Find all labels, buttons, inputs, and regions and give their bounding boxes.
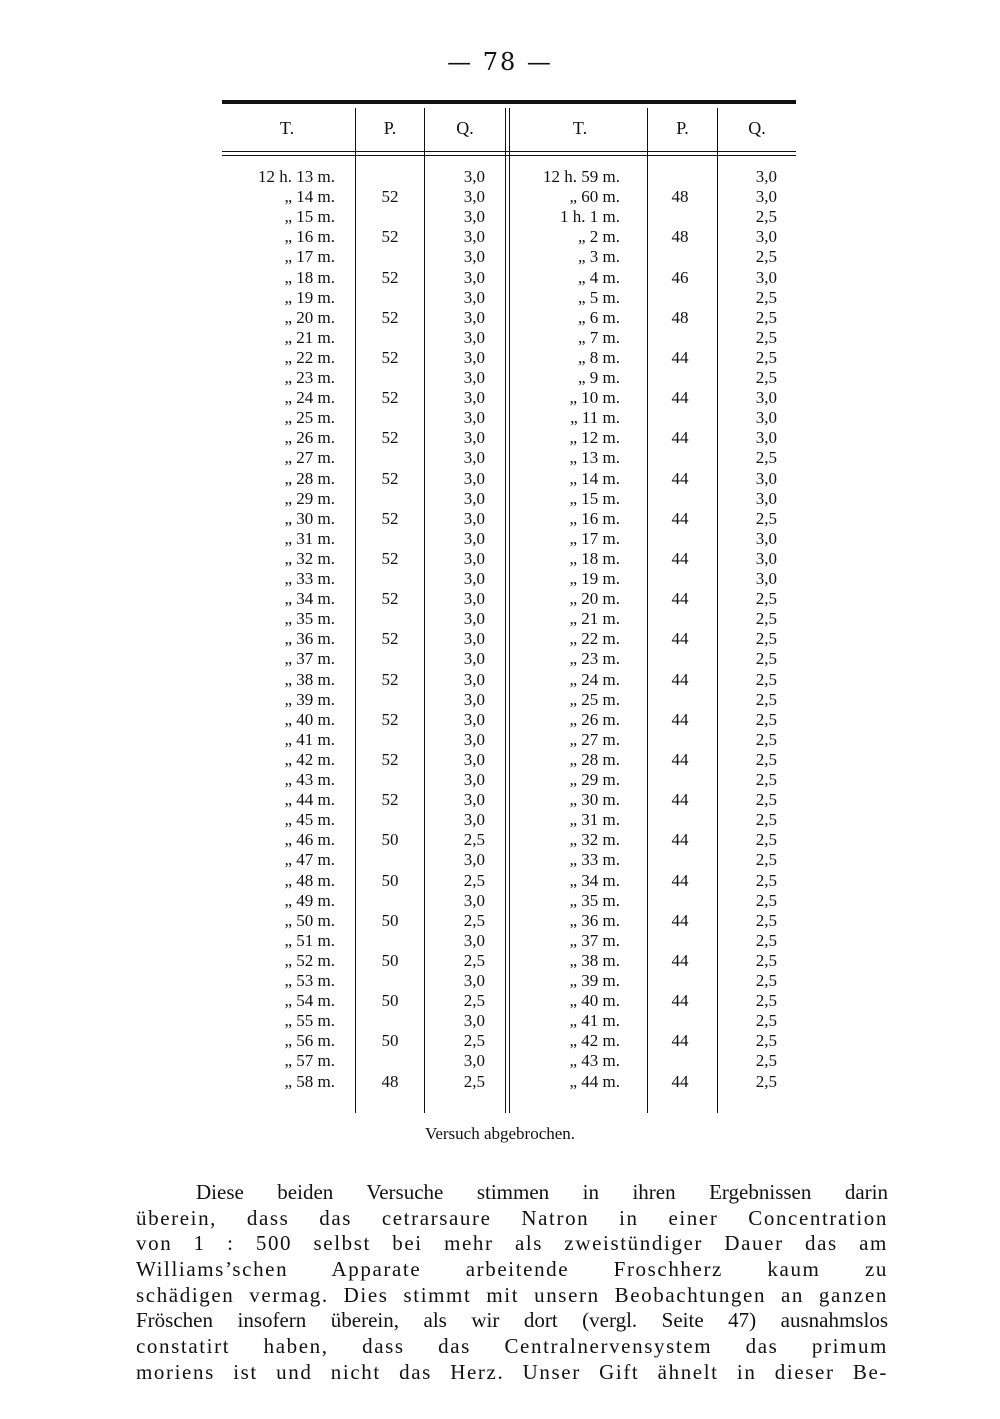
cell-time: „ 47 m. xyxy=(284,850,335,870)
cell-quantity: 3,0 xyxy=(755,267,777,287)
table-row xyxy=(222,268,796,288)
cell-quantity: 3,0 xyxy=(463,790,485,810)
cell-pulse: 52 xyxy=(381,589,399,609)
cell-quantity: 2,5 xyxy=(755,448,777,468)
cell-pulse: 44 xyxy=(671,589,689,609)
cell-pulse: 52 xyxy=(381,749,399,769)
table-top-rule xyxy=(222,100,796,104)
table-row xyxy=(222,509,796,529)
paragraph-line: Diese beiden Versuche stimmen in ihren Ergebnissen darin xyxy=(196,1180,888,1204)
cell-pulse: 52 xyxy=(381,187,399,207)
cell-time: „ 17 m. xyxy=(284,247,335,267)
cell-quantity: 2,5 xyxy=(463,991,485,1011)
paragraph-line: moriens ist und nicht das Herz. Unser Gift ähnelt in dieser Be- xyxy=(136,1359,888,1384)
cell-pulse: 48 xyxy=(381,1071,399,1091)
cell-time: „ 42 m. xyxy=(284,749,335,769)
cell-pulse: 44 xyxy=(671,428,689,448)
cell-pulse: 50 xyxy=(381,910,399,930)
table-row xyxy=(222,810,796,830)
cell-time: „ 24 m. xyxy=(569,669,620,689)
cell-time: „ 19 m. xyxy=(284,287,335,307)
cell-time: „ 3 m. xyxy=(577,247,620,267)
cell-quantity: 3,0 xyxy=(463,569,485,588)
cell-time: „ 40 m. xyxy=(284,709,335,729)
cell-quantity: 2,5 xyxy=(755,347,777,367)
cell-time: „ 56 m. xyxy=(284,1031,335,1051)
cell-time: „ 8 m. xyxy=(577,347,620,367)
cell-time: „ 53 m. xyxy=(284,971,335,990)
cell-time: „ 20 m. xyxy=(284,307,335,327)
cell-quantity: 2,5 xyxy=(463,1031,485,1051)
cell-pulse: 50 xyxy=(381,950,399,970)
table-row xyxy=(222,469,796,489)
cell-pulse: 44 xyxy=(671,347,689,367)
cell-quantity: 3,0 xyxy=(463,1051,485,1071)
cell-pulse: 52 xyxy=(381,629,399,649)
cell-quantity: 3,0 xyxy=(463,589,485,609)
cell-time: „ 36 m. xyxy=(284,629,335,649)
cell-pulse: 44 xyxy=(671,991,689,1011)
cell-pulse: 52 xyxy=(381,388,399,408)
cell-quantity: 2,5 xyxy=(463,910,485,930)
cell-pulse: 50 xyxy=(381,870,399,890)
cell-quantity: 2,5 xyxy=(463,870,485,890)
cell-time: „ 37 m. xyxy=(569,930,620,950)
cell-quantity: 2,5 xyxy=(755,1031,777,1051)
cell-time: 12 h. 13 m. xyxy=(258,167,335,186)
cell-quantity: 3,0 xyxy=(463,930,485,950)
paragraph-line: constatirt haben, dass das Centralnervensystem das primum xyxy=(136,1334,888,1359)
table-row xyxy=(222,428,796,448)
cell-time: „ 23 m. xyxy=(569,649,620,669)
cell-quantity: 2,5 xyxy=(755,629,777,649)
cell-time: „ 52 m. xyxy=(284,950,335,970)
cell-quantity: 2,5 xyxy=(755,508,777,528)
cell-time: „ 16 m. xyxy=(569,508,620,528)
cell-time: „ 40 m. xyxy=(569,991,620,1011)
cell-time: „ 14 m. xyxy=(569,468,620,488)
table-row xyxy=(222,549,796,569)
cell-quantity: 2,5 xyxy=(755,1051,777,1071)
cell-pulse: 52 xyxy=(381,508,399,528)
cell-quantity: 3,0 xyxy=(463,1011,485,1031)
cell-quantity: 2,5 xyxy=(463,830,485,850)
cell-quantity: 2,5 xyxy=(755,729,777,749)
cell-quantity: 2,5 xyxy=(755,327,777,347)
table-row xyxy=(222,328,796,348)
cell-quantity: 3,0 xyxy=(463,347,485,367)
cell-quantity: 3,0 xyxy=(463,689,485,709)
cell-quantity: 2,5 xyxy=(755,609,777,629)
table-row xyxy=(222,871,796,891)
cell-time: „ 25 m. xyxy=(284,408,335,428)
cell-quantity: 3,0 xyxy=(463,850,485,870)
cell-quantity: 3,0 xyxy=(463,729,485,749)
table-row xyxy=(222,448,796,468)
table-row xyxy=(222,529,796,549)
cell-quantity: 2,5 xyxy=(755,790,777,810)
cell-quantity: 3,0 xyxy=(463,408,485,428)
table-row xyxy=(222,308,796,328)
cell-quantity: 3,0 xyxy=(463,167,485,186)
header-p-left: P. xyxy=(383,118,397,138)
cell-pulse: 48 xyxy=(671,187,689,207)
cell-quantity: 3,0 xyxy=(463,709,485,729)
cell-pulse: 52 xyxy=(381,548,399,568)
table-row xyxy=(222,1072,796,1092)
cell-quantity: 3,0 xyxy=(463,488,485,508)
header-q-right: Q. xyxy=(748,118,766,138)
table-row xyxy=(222,609,796,629)
cell-quantity: 3,0 xyxy=(463,388,485,408)
paragraph-line: schädigen vermag. Dies stimmt mit unsern Beobachtungen an ganzen xyxy=(136,1282,888,1307)
cell-time: „ 39 m. xyxy=(284,689,335,709)
table-row xyxy=(222,247,796,267)
cell-time: 12 h. 59 m. xyxy=(543,167,620,186)
cell-pulse: 50 xyxy=(381,1031,399,1051)
cell-time: „ 14 m. xyxy=(284,187,335,207)
cell-time: „ 29 m. xyxy=(569,770,620,789)
table-row xyxy=(222,1011,796,1031)
cell-time: „ 41 m. xyxy=(569,1011,620,1031)
body-paragraph xyxy=(136,1180,888,1386)
table-row xyxy=(222,770,796,790)
cell-quantity: 3,0 xyxy=(463,508,485,528)
cell-pulse: 44 xyxy=(671,548,689,568)
cell-time: „ 19 m. xyxy=(569,569,620,588)
cell-time: „ 32 m. xyxy=(284,548,335,568)
cell-quantity: 2,5 xyxy=(755,1071,777,1091)
cell-time: „ 34 m. xyxy=(284,589,335,609)
cell-time: „ 42 m. xyxy=(569,1031,620,1051)
paragraph-line: Williams’schen Apparate arbeitende Froschherz kaum zu xyxy=(136,1257,888,1282)
table-row xyxy=(222,991,796,1011)
cell-time: „ 20 m. xyxy=(569,589,620,609)
cell-time: „ 13 m. xyxy=(569,448,620,468)
table-row xyxy=(222,710,796,730)
cell-quantity: 3,0 xyxy=(463,649,485,669)
cell-pulse: 44 xyxy=(671,709,689,729)
cell-time: „ 12 m. xyxy=(569,428,620,448)
cell-quantity: 2,5 xyxy=(755,971,777,990)
table-row xyxy=(222,288,796,308)
cell-time: „ 31 m. xyxy=(569,810,620,830)
cell-pulse: 52 xyxy=(381,790,399,810)
cell-pulse: 44 xyxy=(671,790,689,810)
cell-quantity: 2,5 xyxy=(755,247,777,267)
cell-quantity: 3,0 xyxy=(755,569,777,588)
cell-pulse: 44 xyxy=(671,749,689,769)
cell-time: 1 h. 1 m. xyxy=(560,207,620,227)
table-row xyxy=(222,569,796,589)
cell-time: „ 15 m. xyxy=(569,488,620,508)
cell-quantity: 3,0 xyxy=(463,187,485,207)
cell-time: „ 27 m. xyxy=(569,729,620,749)
cell-pulse: 52 xyxy=(381,307,399,327)
table-row xyxy=(222,489,796,509)
table-row xyxy=(222,850,796,870)
cell-time: „ 43 m. xyxy=(569,1051,620,1071)
cell-time: „ 15 m. xyxy=(284,207,335,227)
cell-time: „ 7 m. xyxy=(577,327,620,347)
cell-quantity: 2,5 xyxy=(755,1011,777,1031)
cell-quantity: 2,5 xyxy=(755,589,777,609)
cell-pulse: 52 xyxy=(381,669,399,689)
cell-pulse: 52 xyxy=(381,428,399,448)
cell-time: „ 23 m. xyxy=(284,368,335,387)
cell-pulse: 44 xyxy=(671,388,689,408)
cell-time: „ 43 m. xyxy=(284,770,335,789)
cell-time: „ 38 m. xyxy=(569,950,620,970)
cell-time: „ 44 m. xyxy=(569,1071,620,1091)
cell-quantity: 3,0 xyxy=(463,247,485,267)
cell-time: „ 21 m. xyxy=(284,327,335,347)
cell-quantity: 2,5 xyxy=(463,950,485,970)
cell-quantity: 3,0 xyxy=(463,227,485,247)
cell-quantity: 3,0 xyxy=(463,428,485,448)
cell-quantity: 3,0 xyxy=(755,388,777,408)
table-row xyxy=(222,750,796,770)
cell-quantity: 3,0 xyxy=(463,749,485,769)
cell-time: „ 18 m. xyxy=(569,548,620,568)
table-row xyxy=(222,670,796,690)
cell-time: „ 31 m. xyxy=(284,528,335,548)
paragraph-line: überein, dass das cetrarsaure Natron in einer Concentration xyxy=(136,1205,888,1230)
cell-time: „ 36 m. xyxy=(569,910,620,930)
cell-time: „ 17 m. xyxy=(569,528,620,548)
cell-quantity: 3,0 xyxy=(463,770,485,789)
table-row xyxy=(222,951,796,971)
cell-time: „ 26 m. xyxy=(569,709,620,729)
table-row xyxy=(222,207,796,227)
cell-time: „ 55 m. xyxy=(284,1011,335,1031)
table-row xyxy=(222,931,796,951)
cell-quantity: 2,5 xyxy=(755,870,777,890)
cell-pulse: 50 xyxy=(381,991,399,1011)
cell-time: „ 2 m. xyxy=(577,227,620,247)
cell-quantity: 2,5 xyxy=(755,649,777,669)
cell-quantity: 2,5 xyxy=(755,850,777,870)
cell-quantity: 3,0 xyxy=(463,207,485,227)
cell-time: „ 41 m. xyxy=(284,729,335,749)
cell-time: „ 50 m. xyxy=(284,910,335,930)
table-footnote: Versuch abgebrochen. xyxy=(424,1124,576,1143)
cell-quantity: 3,0 xyxy=(755,428,777,448)
cell-time: „ 5 m. xyxy=(577,287,620,307)
cell-quantity: 2,5 xyxy=(755,207,777,227)
cell-quantity: 2,5 xyxy=(755,830,777,850)
paragraph-line: von 1 : 500 selbst bei mehr als zweistündiger Dauer das am xyxy=(136,1231,888,1256)
table-row xyxy=(222,348,796,368)
data-table xyxy=(222,100,796,1118)
cell-quantity: 3,0 xyxy=(755,488,777,508)
cell-time: „ 57 m. xyxy=(284,1051,335,1071)
cell-pulse: 44 xyxy=(671,669,689,689)
cell-quantity: 2,5 xyxy=(463,1071,485,1091)
cell-time: „ 48 m. xyxy=(284,870,335,890)
cell-time: „ 54 m. xyxy=(284,991,335,1011)
cell-time: „ 33 m. xyxy=(284,569,335,588)
cell-quantity: 2,5 xyxy=(755,689,777,709)
cell-quantity: 3,0 xyxy=(755,167,777,186)
cell-pulse: 48 xyxy=(671,307,689,327)
cell-time: „ 60 m. xyxy=(569,187,620,207)
cell-time: „ 28 m. xyxy=(284,468,335,488)
table-row xyxy=(222,388,796,408)
cell-quantity: 2,5 xyxy=(755,307,777,327)
cell-quantity: 3,0 xyxy=(463,468,485,488)
cell-time: „ 4 m. xyxy=(577,267,620,287)
cell-pulse: 52 xyxy=(381,227,399,247)
table-row xyxy=(222,649,796,669)
cell-quantity: 3,0 xyxy=(463,448,485,468)
cell-quantity: 2,5 xyxy=(755,890,777,910)
table-row xyxy=(222,408,796,428)
table-row xyxy=(222,629,796,649)
cell-quantity: 3,0 xyxy=(463,548,485,568)
cell-time: „ 29 m. xyxy=(284,488,335,508)
cell-quantity: 3,0 xyxy=(463,971,485,990)
cell-pulse: 44 xyxy=(671,1031,689,1051)
cell-time: „ 28 m. xyxy=(569,749,620,769)
cell-time: „ 45 m. xyxy=(284,810,335,830)
cell-quantity: 3,0 xyxy=(463,368,485,387)
cell-time: „ 49 m. xyxy=(284,890,335,910)
cell-pulse: 44 xyxy=(671,830,689,850)
cell-pulse: 52 xyxy=(381,347,399,367)
table-row xyxy=(222,790,796,810)
table-row xyxy=(222,368,796,388)
cell-time: „ 26 m. xyxy=(284,428,335,448)
cell-time: „ 38 m. xyxy=(284,669,335,689)
cell-time: „ 6 m. xyxy=(577,307,620,327)
cell-pulse: 44 xyxy=(671,508,689,528)
cell-quantity: 3,0 xyxy=(755,187,777,207)
cell-time: „ 25 m. xyxy=(569,689,620,709)
cell-time: „ 34 m. xyxy=(569,870,620,890)
cell-time: „ 24 m. xyxy=(284,388,335,408)
cell-time: „ 51 m. xyxy=(284,930,335,950)
cell-pulse: 44 xyxy=(671,910,689,930)
cell-pulse: 52 xyxy=(381,267,399,287)
cell-quantity: 2,5 xyxy=(755,810,777,830)
cell-quantity: 3,0 xyxy=(463,609,485,629)
cell-quantity: 3,0 xyxy=(755,408,777,428)
cell-quantity: 3,0 xyxy=(463,669,485,689)
cell-time: „ 22 m. xyxy=(569,629,620,649)
cell-quantity: 3,0 xyxy=(463,287,485,307)
cell-pulse: 44 xyxy=(671,468,689,488)
cell-time: „ 27 m. xyxy=(284,448,335,468)
table-row xyxy=(222,690,796,710)
cell-time: „ 10 m. xyxy=(569,388,620,408)
header-t-right: T. xyxy=(572,118,588,138)
cell-pulse: 44 xyxy=(671,629,689,649)
table-row xyxy=(222,1031,796,1051)
cell-time: „ 37 m. xyxy=(284,649,335,669)
header-q-left: Q. xyxy=(456,118,474,138)
cell-quantity: 3,0 xyxy=(463,307,485,327)
paragraph-line: Fröschen insofern überein, als wir dort (vergl. Seite 47) ausnahmslos xyxy=(136,1308,888,1333)
cell-quantity: 3,0 xyxy=(755,548,777,568)
header-p-right: P. xyxy=(676,118,689,138)
table-row xyxy=(222,730,796,750)
cell-quantity: 3,0 xyxy=(755,528,777,548)
table-row xyxy=(222,830,796,850)
cell-quantity: 3,0 xyxy=(755,227,777,247)
cell-quantity: 3,0 xyxy=(463,890,485,910)
cell-time: „ 32 m. xyxy=(569,830,620,850)
cell-pulse: 48 xyxy=(671,227,689,247)
table-row xyxy=(222,167,796,187)
cell-quantity: 2,5 xyxy=(755,770,777,789)
table-row xyxy=(222,911,796,931)
cell-time: „ 16 m. xyxy=(284,227,335,247)
cell-quantity: 3,0 xyxy=(463,528,485,548)
cell-pulse: 44 xyxy=(671,950,689,970)
cell-pulse: 52 xyxy=(381,468,399,488)
cell-quantity: 2,5 xyxy=(755,669,777,689)
cell-pulse: 50 xyxy=(381,830,399,850)
cell-pulse: 44 xyxy=(671,1071,689,1091)
cell-quantity: 2,5 xyxy=(755,709,777,729)
table-row xyxy=(222,891,796,911)
table-row xyxy=(222,187,796,207)
page-number: — 78 — xyxy=(447,48,553,76)
cell-quantity: 3,0 xyxy=(463,810,485,830)
cell-time: „ 44 m. xyxy=(284,790,335,810)
cell-pulse: 52 xyxy=(381,709,399,729)
cell-quantity: 2,5 xyxy=(755,749,777,769)
cell-time: „ 21 m. xyxy=(569,609,620,629)
cell-quantity: 2,5 xyxy=(755,910,777,930)
cell-time: „ 58 m. xyxy=(284,1071,335,1091)
cell-quantity: 2,5 xyxy=(755,368,777,387)
cell-quantity: 2,5 xyxy=(755,287,777,307)
cell-pulse: 44 xyxy=(671,870,689,890)
cell-pulse: 46 xyxy=(671,267,689,287)
cell-quantity: 3,0 xyxy=(463,267,485,287)
cell-time: „ 46 m. xyxy=(284,830,335,850)
cell-quantity: 2,5 xyxy=(755,930,777,950)
cell-quantity: 2,5 xyxy=(755,991,777,1011)
table-row xyxy=(222,589,796,609)
table-row xyxy=(222,971,796,991)
cell-time: „ 11 m. xyxy=(570,408,620,428)
table-row xyxy=(222,1051,796,1071)
cell-time: „ 18 m. xyxy=(284,267,335,287)
cell-time: „ 35 m. xyxy=(284,609,335,629)
cell-time: „ 30 m. xyxy=(569,790,620,810)
cell-quantity: 3,0 xyxy=(463,629,485,649)
cell-quantity: 2,5 xyxy=(755,950,777,970)
table-row xyxy=(222,227,796,247)
header-t-left: T. xyxy=(279,118,295,138)
cell-time: „ 9 m. xyxy=(577,368,620,387)
cell-time: „ 39 m. xyxy=(569,971,620,990)
cell-time: „ 35 m. xyxy=(569,890,620,910)
cell-quantity: 3,0 xyxy=(463,327,485,347)
cell-quantity: 3,0 xyxy=(755,468,777,488)
cell-time: „ 30 m. xyxy=(284,508,335,528)
cell-time: „ 22 m. xyxy=(284,347,335,367)
cell-time: „ 33 m. xyxy=(569,850,620,870)
